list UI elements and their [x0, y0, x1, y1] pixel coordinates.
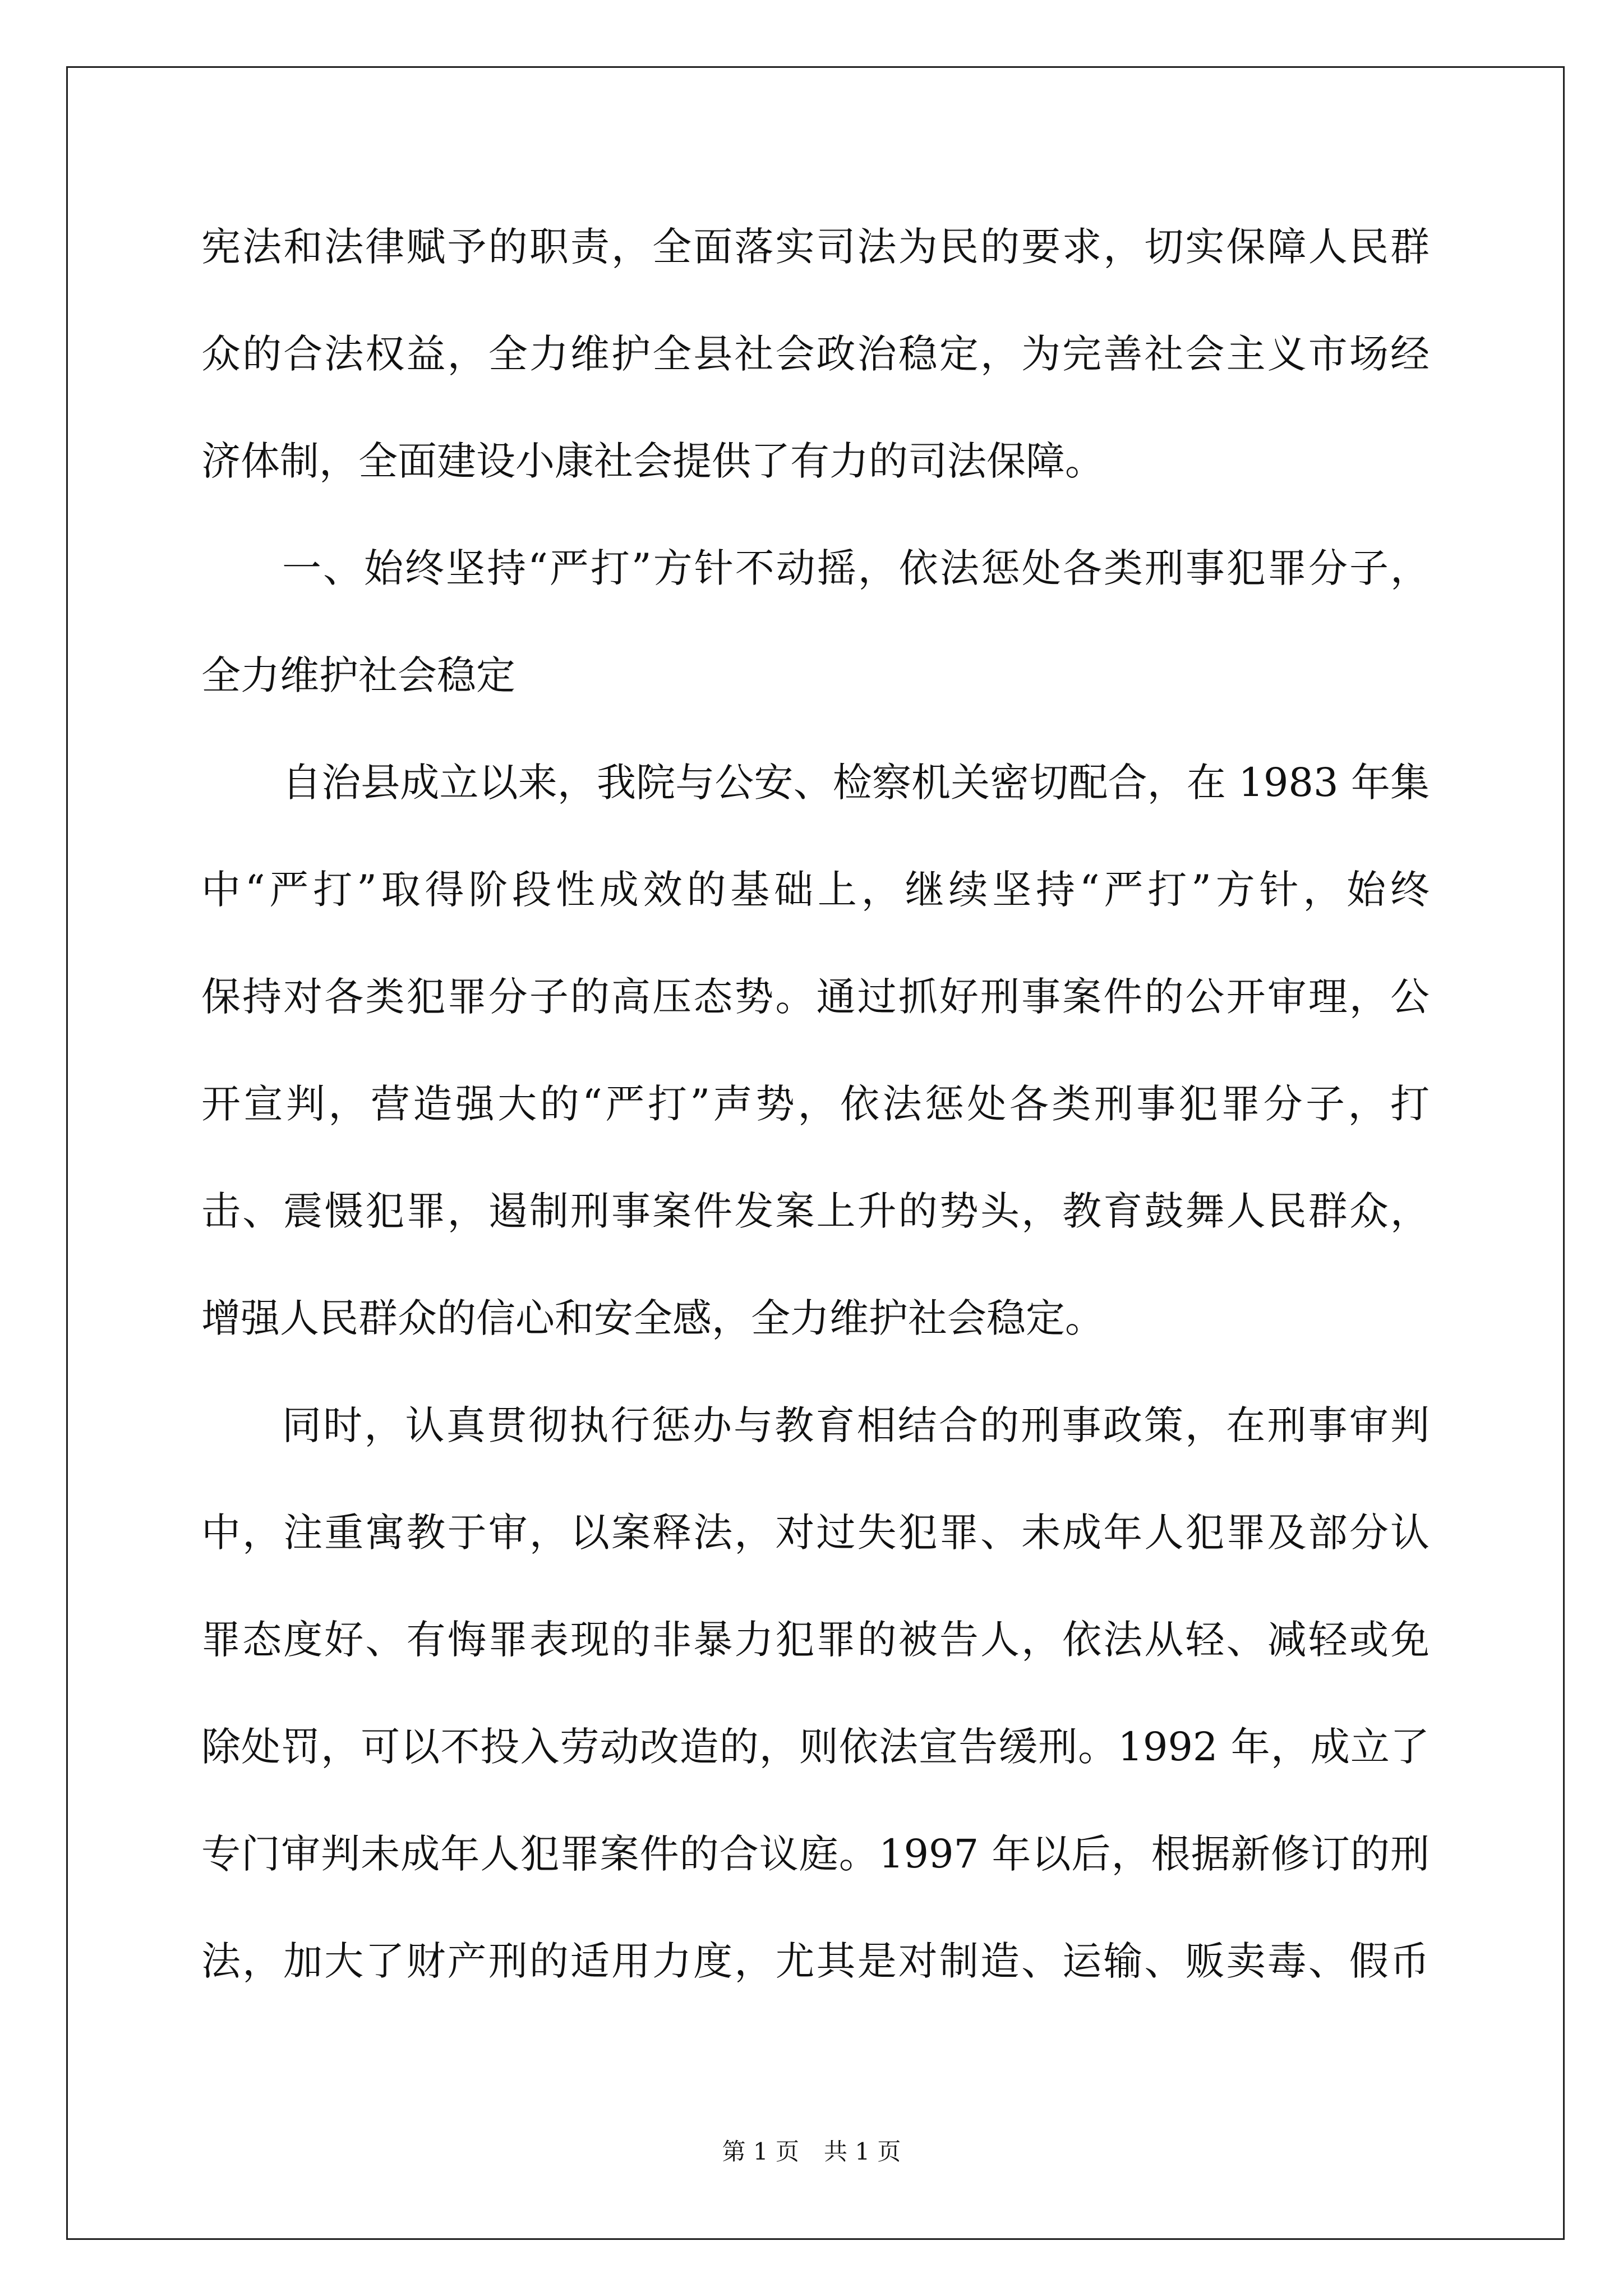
text-line: 宪法和法律赋予的职责，全面落实司法为民的要求，切实保障人民群: [201, 224, 1430, 270]
text-line: 自治县成立以来，我院与公安、检察机关密切配合，在 1983 年集: [282, 760, 1430, 806]
page-number: 第 1 页: [722, 2138, 799, 2165]
text-line: 除处罚，可以不投入劳动改造的，则依法宣告缓刑。1992 年，成立了: [201, 1724, 1430, 1770]
page-footer: [0, 2137, 1623, 2166]
text-line: 保持对各类犯罪分子的高压态势。通过抓好刑事案件的公开审理，公: [201, 974, 1430, 1020]
text-line: 全力维护社会稳定: [201, 652, 515, 698]
document-body: [201, 194, 1430, 2015]
text-line: 法，加大了财产刑的适用力度，尤其是对制造、运输、贩卖毒、假币: [201, 1938, 1430, 1984]
text-line: 专门审判未成年人犯罪案件的合议庭。1997 年以后，根据新修订的刑: [201, 1831, 1430, 1877]
page-total: 共 1 页: [824, 2138, 901, 2165]
text-line: 开宣判，营造强大的“严打”声势，依法惩处各类刑事犯罪分子，打: [201, 1081, 1430, 1127]
paragraph: [201, 729, 1430, 1372]
text-line: 击、震慑犯罪，遏制刑事案件发案上升的势头，教育鼓舞人民群众，: [201, 1188, 1430, 1234]
text-line: 众的合法权益，全力维护全县社会政治稳定，为完善社会主义市场经: [201, 331, 1430, 377]
text-line: 中，注重寓教于审，以案释法，对过失犯罪、未成年人犯罪及部分认: [201, 1510, 1430, 1556]
text-line: 一、始终坚持“严打”方针不动摇，依法惩处各类刑事犯罪分子，: [282, 545, 1430, 591]
text-line: 增强人民群众的信心和安全感，全力维护社会稳定。: [201, 1295, 1104, 1341]
text-line: 同时，认真贯彻执行惩办与教育相结合的刑事政策，在刑事审判: [282, 1402, 1430, 1448]
paragraph: [201, 1372, 1430, 2015]
section-heading: [201, 515, 1430, 729]
text-line: 中“严打”取得阶段性成效的基础上，继续坚持“严打”方针，始终: [201, 867, 1430, 913]
text-line: 济体制，全面建设小康社会提供了有力的司法保障。: [201, 438, 1104, 484]
paragraph: [201, 194, 1430, 515]
text-line: 罪态度好、有悔罪表现的非暴力犯罪的被告人，依法从轻、减轻或免: [201, 1617, 1430, 1663]
